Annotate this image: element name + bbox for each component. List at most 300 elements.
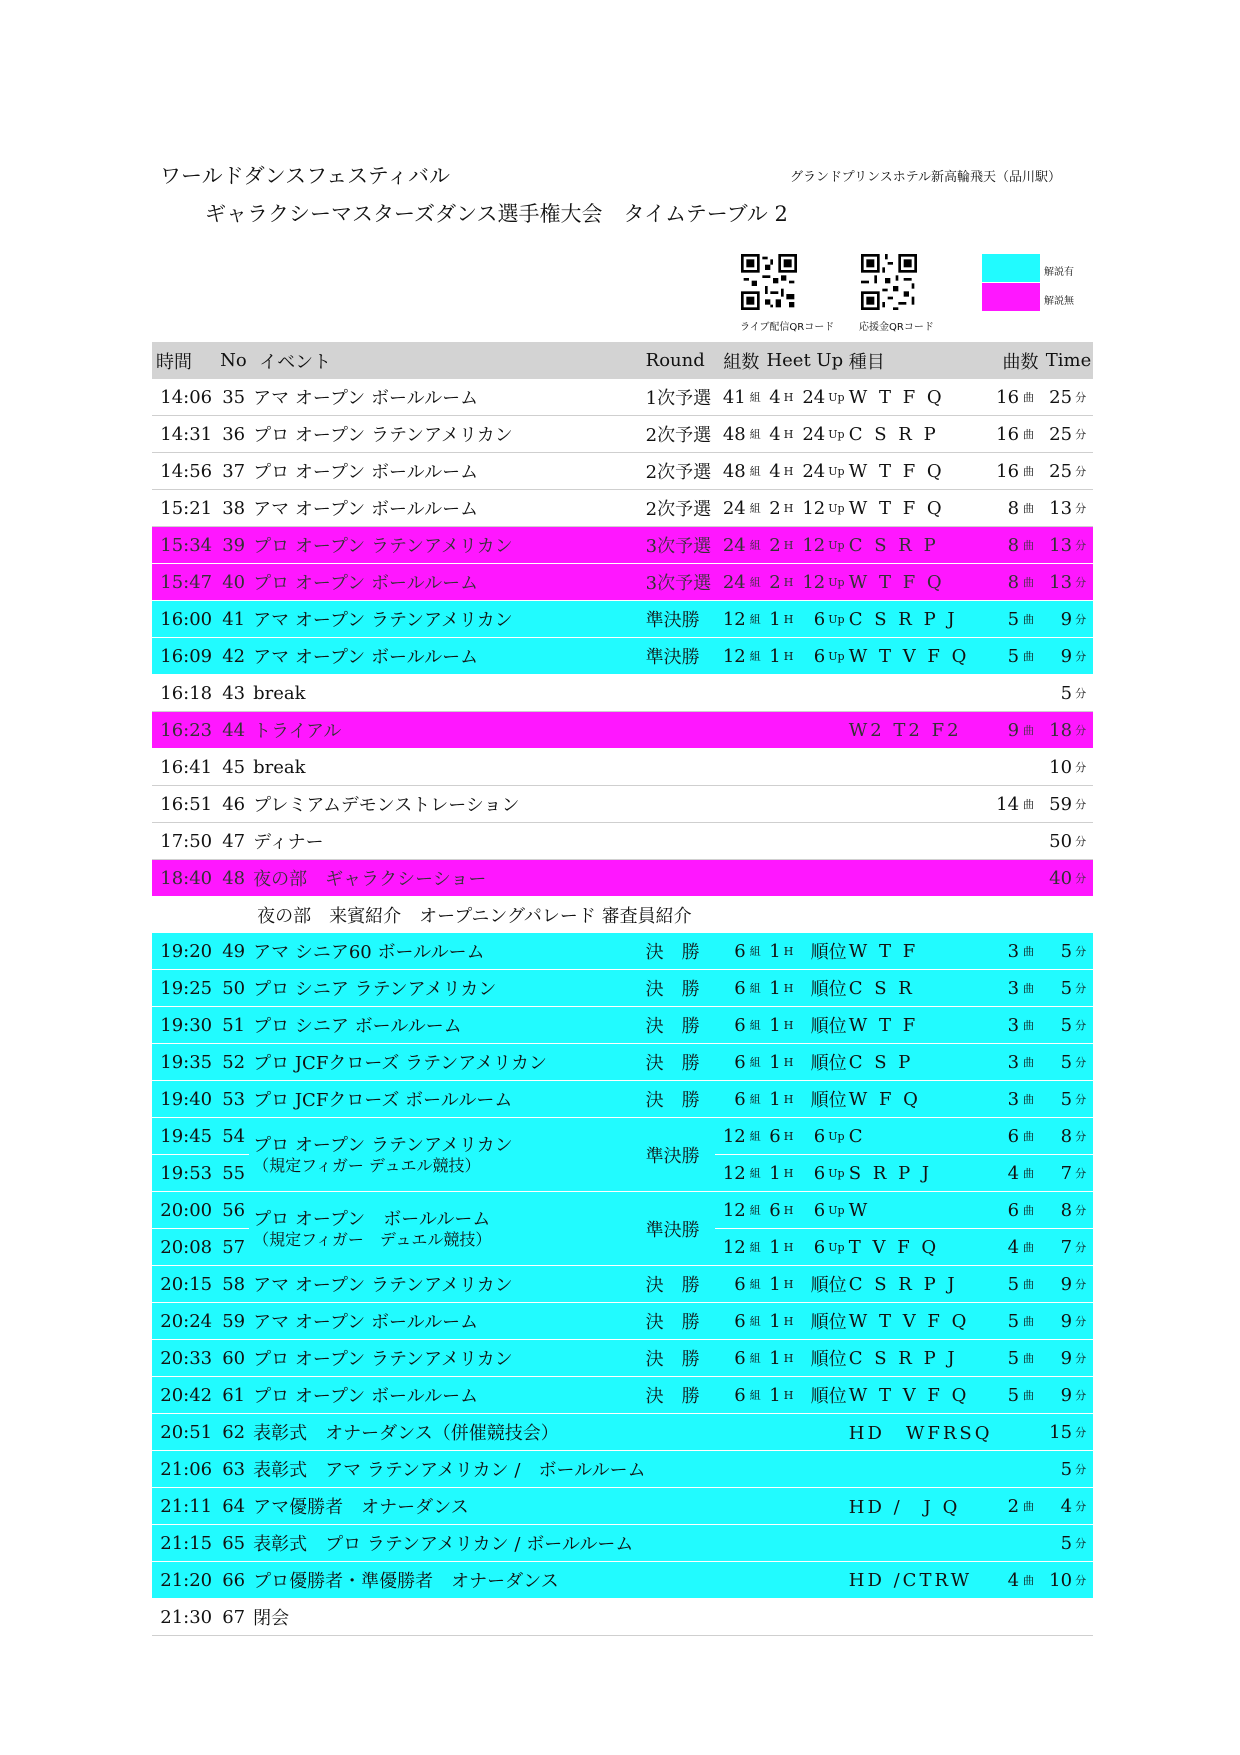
group-unit — [746, 823, 767, 860]
song-unit — [1019, 1525, 1044, 1562]
event-number: 51 — [220, 1007, 249, 1044]
group-unit: 組 — [746, 453, 767, 490]
song-count: 3 — [993, 1007, 1020, 1044]
heat-unit: H — [781, 1303, 799, 1340]
heat-unit — [781, 860, 799, 897]
dance-cell: C S R P J — [849, 1266, 993, 1303]
event-name: 表彰式 オナーダンス（併催競技会） — [249, 1414, 646, 1451]
heat-count: 2 — [766, 527, 780, 564]
minute-unit: 分 — [1072, 675, 1093, 712]
event-name: アマ オープン ラテンアメリカン — [249, 1266, 646, 1303]
song-count: 16 — [993, 453, 1020, 490]
song-count: 6 — [993, 1192, 1020, 1229]
round-cell: 決 勝 — [646, 1081, 716, 1118]
song-count — [993, 1525, 1020, 1562]
group-unit: 組 — [746, 1007, 767, 1044]
event-number: 62 — [220, 1414, 249, 1451]
heat-unit: H — [781, 490, 799, 527]
event-number: 40 — [220, 564, 249, 601]
song-unit: 曲 — [1019, 1118, 1044, 1155]
legend-cyan-swatch — [982, 254, 1040, 282]
heat-count: 1 — [766, 638, 780, 675]
minutes-count: 8 — [1044, 1192, 1072, 1229]
event-name: 表彰式 プロ ラテンアメリカン / ボールルーム — [249, 1525, 646, 1562]
group-unit: 組 — [746, 1155, 767, 1192]
minutes-count: 5 — [1044, 1007, 1072, 1044]
minutes-count: 25 — [1044, 416, 1072, 453]
minutes-count: 10 — [1044, 1562, 1072, 1599]
round-cell: 準決勝 — [646, 1192, 716, 1266]
group-unit: 組 — [746, 1229, 767, 1266]
group-count: 12 — [715, 601, 745, 638]
group-count: 6 — [715, 1007, 745, 1044]
minute-unit: 分 — [1072, 1340, 1093, 1377]
event-name: プロ オープン ボールルーム — [249, 1377, 646, 1414]
event-name: プロ オープン ラテンアメリカン — [249, 1340, 646, 1377]
minutes-count: 5 — [1044, 970, 1072, 1007]
minutes-count: 9 — [1044, 1266, 1072, 1303]
rank-cell: 順位 — [799, 933, 849, 970]
minutes-count: 7 — [1044, 1155, 1072, 1192]
song-unit: 曲 — [1019, 1081, 1044, 1118]
table-row — [152, 1266, 1093, 1303]
song-count: 8 — [993, 564, 1020, 601]
dance-cell — [849, 860, 993, 897]
event-name: プロ JCFクローズ ボールルーム — [249, 1081, 646, 1118]
event-number: 47 — [220, 823, 249, 860]
up-count: 6 — [799, 601, 826, 638]
song-count: 6 — [993, 1118, 1020, 1155]
rank-cell: 順位 — [799, 1266, 849, 1303]
col-dance-header: 種目 — [849, 342, 993, 379]
event-number: 39 — [220, 527, 249, 564]
round-cell: 1次予選 — [646, 379, 716, 416]
heat-count: 1 — [766, 601, 780, 638]
heat-unit: H — [781, 1044, 799, 1081]
table-row — [152, 1488, 1093, 1525]
dance-cell: W F Q — [849, 1081, 993, 1118]
dance-cell: HD / J Q — [849, 1488, 993, 1525]
up-count — [799, 1562, 826, 1599]
heat-count — [766, 1488, 780, 1525]
round-cell — [646, 749, 716, 786]
time-cell: 16:09 — [152, 638, 220, 675]
empty-cell — [220, 897, 249, 934]
up-count: 6 — [799, 638, 826, 675]
song-count — [993, 1451, 1020, 1488]
minutes-count: 4 — [1044, 1488, 1072, 1525]
minute-unit: 分 — [1072, 564, 1093, 601]
table-row — [152, 416, 1093, 453]
group-count: 12 — [715, 1192, 745, 1229]
round-cell: 3次予選 — [646, 564, 716, 601]
song-count: 5 — [993, 1340, 1020, 1377]
dance-cell: T V F Q — [849, 1229, 993, 1266]
event-number: 56 — [220, 1192, 249, 1229]
minute-unit: 分 — [1072, 1192, 1093, 1229]
minutes-count: 7 — [1044, 1229, 1072, 1266]
minute-unit: 分 — [1072, 823, 1093, 860]
heat-unit — [781, 1562, 799, 1599]
qr-live-label: ライブ配信QRコード — [740, 322, 835, 333]
time-cell: 21:15 — [152, 1525, 220, 1562]
event-name: アマ オープン ボールルーム — [249, 1303, 646, 1340]
minutes-count: 25 — [1044, 379, 1072, 416]
table-row — [152, 601, 1093, 638]
group-unit — [746, 675, 767, 712]
group-unit — [746, 749, 767, 786]
dance-cell: W T F — [849, 1007, 993, 1044]
song-count — [993, 860, 1020, 897]
song-count: 14 — [993, 786, 1020, 823]
dance-cell: C S R P J — [849, 1340, 993, 1377]
group-count — [715, 749, 745, 786]
event-title-line: プロ オープン ラテンアメリカン — [253, 1134, 513, 1156]
song-count: 5 — [993, 1377, 1020, 1414]
up-count: 6 — [799, 1155, 826, 1192]
table-row — [152, 1007, 1093, 1044]
empty-cell — [152, 897, 220, 934]
group-count — [715, 1562, 745, 1599]
minutes-count: 10 — [1044, 749, 1072, 786]
table-row — [152, 786, 1093, 823]
up-unit: Up — [825, 638, 849, 675]
song-unit: 曲 — [1019, 1155, 1044, 1192]
event-number: 37 — [220, 453, 249, 490]
up-count: 12 — [799, 527, 826, 564]
round-cell: 決 勝 — [646, 1303, 716, 1340]
event-subtitle-line: （規定フィガー デュエル競技） — [253, 1155, 481, 1175]
timetable — [152, 342, 1093, 1636]
time-cell: 20:42 — [152, 1377, 220, 1414]
up-count: 24 — [799, 416, 826, 453]
time-cell: 14:56 — [152, 453, 220, 490]
minute-unit: 分 — [1072, 527, 1093, 564]
group-count: 12 — [715, 1229, 745, 1266]
song-unit: 曲 — [1019, 933, 1044, 970]
round-cell: 準決勝 — [646, 601, 716, 638]
event-number: 35 — [220, 379, 249, 416]
group-count — [715, 823, 745, 860]
group-unit: 組 — [746, 416, 767, 453]
time-cell: 21:30 — [152, 1599, 220, 1636]
table-row — [152, 1414, 1093, 1451]
legend-magenta-swatch — [982, 283, 1040, 311]
time-cell: 14:31 — [152, 416, 220, 453]
table-row — [152, 1081, 1093, 1118]
dance-cell: W T F Q — [849, 453, 993, 490]
dance-cell: HD /CTRW — [849, 1562, 993, 1599]
rank-cell: 順位 — [799, 1007, 849, 1044]
group-count: 48 — [715, 453, 745, 490]
event-name — [249, 1118, 646, 1192]
minute-unit: 分 — [1072, 1451, 1093, 1488]
up-unit: Up — [825, 379, 849, 416]
heat-unit: H — [781, 527, 799, 564]
minutes-count: 50 — [1044, 823, 1072, 860]
heat-count: 1 — [766, 1266, 780, 1303]
up-count: 6 — [799, 1118, 826, 1155]
col-time-header: 時間 — [152, 342, 220, 379]
minutes-count: 5 — [1044, 1451, 1072, 1488]
time-cell: 18:40 — [152, 860, 220, 897]
heat-count: 2 — [766, 490, 780, 527]
minutes-count: 9 — [1044, 1377, 1072, 1414]
legend-cyan-label: 解説有 — [1044, 267, 1074, 278]
song-count: 4 — [993, 1155, 1020, 1192]
evening-program-note: 夜の部 来賓紹介 オープニングパレード 審査員紹介 — [257, 906, 692, 927]
up-unit — [825, 749, 849, 786]
dance-cell: C S R P — [849, 416, 993, 453]
event-name: 閉会 — [249, 1599, 646, 1636]
support-qr-code-icon[interactable] — [861, 254, 917, 310]
heat-count — [766, 749, 780, 786]
up-unit — [825, 712, 849, 749]
table-row — [152, 933, 1093, 970]
round-cell: 準決勝 — [646, 1118, 716, 1192]
minute-unit: 分 — [1072, 1525, 1093, 1562]
event-name: break — [249, 675, 646, 712]
up-unit — [825, 1414, 849, 1451]
round-cell — [646, 675, 716, 712]
round-cell — [646, 860, 716, 897]
group-count — [715, 712, 745, 749]
event-number: 61 — [220, 1377, 249, 1414]
minute-unit: 分 — [1072, 1155, 1093, 1192]
song-unit — [1019, 749, 1044, 786]
dance-cell: C S R P — [849, 527, 993, 564]
time-cell: 19:20 — [152, 933, 220, 970]
table-row — [152, 527, 1093, 564]
heat-count: 4 — [766, 416, 780, 453]
table-row — [152, 379, 1093, 416]
song-count — [993, 1414, 1020, 1451]
dance-cell: S R P J — [849, 1155, 993, 1192]
song-unit — [1019, 860, 1044, 897]
live-stream-qr-code-icon[interactable] — [741, 254, 797, 310]
group-count: 24 — [715, 527, 745, 564]
heat-count: 6 — [766, 1192, 780, 1229]
group-unit — [746, 1562, 767, 1599]
song-count: 4 — [993, 1562, 1020, 1599]
minute-unit: 分 — [1072, 1044, 1093, 1081]
time-cell: 21:20 — [152, 1562, 220, 1599]
minute-unit: 分 — [1072, 749, 1093, 786]
event-number: 38 — [220, 490, 249, 527]
col-no-header: No — [220, 342, 249, 379]
heat-unit: H — [781, 1118, 799, 1155]
minutes-count: 40 — [1044, 860, 1072, 897]
event-name: アマ オープン ボールルーム — [249, 490, 646, 527]
group-unit — [746, 786, 767, 823]
heat-unit — [781, 1451, 799, 1488]
table-row — [152, 675, 1093, 712]
minutes-count: 13 — [1044, 564, 1072, 601]
song-unit: 曲 — [1019, 1266, 1044, 1303]
dance-cell — [849, 675, 993, 712]
event-name: アマ オープン ボールルーム — [249, 379, 646, 416]
legend-magenta-label: 解説無 — [1044, 296, 1074, 307]
up-unit — [825, 1525, 849, 1562]
round-cell: 決 勝 — [646, 933, 716, 970]
minute-unit: 分 — [1072, 1266, 1093, 1303]
round-cell — [646, 1599, 716, 1636]
event-name: アマ優勝者 オナーダンス — [249, 1488, 646, 1525]
heat-unit — [781, 1414, 799, 1451]
group-count: 6 — [715, 1044, 745, 1081]
song-count: 9 — [993, 712, 1020, 749]
group-unit: 組 — [746, 1377, 767, 1414]
dance-cell: C — [849, 1118, 993, 1155]
minute-unit: 分 — [1072, 638, 1093, 675]
round-cell: 決 勝 — [646, 1007, 716, 1044]
heat-count — [766, 860, 780, 897]
table-row — [152, 1044, 1093, 1081]
group-unit: 組 — [746, 970, 767, 1007]
minutes-count: 25 — [1044, 453, 1072, 490]
group-count — [715, 1599, 745, 1636]
group-unit: 組 — [746, 490, 767, 527]
group-count — [715, 1488, 745, 1525]
song-unit: 曲 — [1019, 527, 1044, 564]
heat-unit: H — [781, 638, 799, 675]
round-cell — [646, 1562, 716, 1599]
group-count: 6 — [715, 933, 745, 970]
heat-count: 4 — [766, 453, 780, 490]
heat-count — [766, 823, 780, 860]
event-number: 66 — [220, 1562, 249, 1599]
dance-cell: W T F Q — [849, 379, 993, 416]
minutes-count: 9 — [1044, 1303, 1072, 1340]
event-name: プロ シニア ラテンアメリカン — [249, 970, 646, 1007]
dance-cell: W T V F Q — [849, 1303, 993, 1340]
time-cell: 19:40 — [152, 1081, 220, 1118]
time-cell: 16:41 — [152, 749, 220, 786]
table-row — [152, 860, 1093, 897]
up-unit — [825, 675, 849, 712]
heat-unit: H — [781, 1155, 799, 1192]
up-count: 12 — [799, 490, 826, 527]
group-unit: 組 — [746, 933, 767, 970]
event-number: 48 — [220, 860, 249, 897]
heat-count — [766, 1414, 780, 1451]
up-count — [799, 786, 826, 823]
table-row — [152, 1451, 1093, 1488]
time-cell: 21:06 — [152, 1451, 220, 1488]
heat-unit: H — [781, 379, 799, 416]
event-number: 45 — [220, 749, 249, 786]
up-unit — [825, 1488, 849, 1525]
heat-count — [766, 1599, 780, 1636]
heat-count: 1 — [766, 1155, 780, 1192]
song-count: 3 — [993, 1081, 1020, 1118]
group-count — [715, 1525, 745, 1562]
up-unit: Up — [825, 1118, 849, 1155]
event-number: 65 — [220, 1525, 249, 1562]
group-unit: 組 — [746, 1044, 767, 1081]
heat-unit: H — [781, 453, 799, 490]
dance-cell — [849, 786, 993, 823]
event-number: 53 — [220, 1081, 249, 1118]
up-unit: Up — [825, 416, 849, 453]
up-unit: Up — [825, 490, 849, 527]
time-cell: 19:30 — [152, 1007, 220, 1044]
heat-unit — [781, 786, 799, 823]
heat-count — [766, 1525, 780, 1562]
song-unit: 曲 — [1019, 379, 1044, 416]
event-number: 55 — [220, 1155, 249, 1192]
heat-unit: H — [781, 601, 799, 638]
group-unit — [746, 1525, 767, 1562]
event-name: アマ シニア60 ボールルーム — [249, 933, 646, 970]
song-unit: 曲 — [1019, 970, 1044, 1007]
minutes-count: 13 — [1044, 490, 1072, 527]
up-count — [799, 1525, 826, 1562]
rank-cell: 順位 — [799, 1377, 849, 1414]
table-row — [152, 490, 1093, 527]
event-name: プロ優勝者・準優勝者 オナーダンス — [249, 1562, 646, 1599]
up-count: 6 — [799, 1229, 826, 1266]
heat-count: 1 — [766, 1044, 780, 1081]
up-unit: Up — [825, 1229, 849, 1266]
event-number: 46 — [220, 786, 249, 823]
col-heet-up-header: Heet Up — [766, 342, 848, 379]
round-cell: 決 勝 — [646, 970, 716, 1007]
event-number: 64 — [220, 1488, 249, 1525]
heat-unit: H — [781, 1007, 799, 1044]
up-count — [799, 712, 826, 749]
time-cell: 16:00 — [152, 601, 220, 638]
event-name — [249, 1192, 646, 1266]
rank-cell: 順位 — [799, 1303, 849, 1340]
time-cell: 21:11 — [152, 1488, 220, 1525]
up-unit — [825, 1562, 849, 1599]
minutes-count: 15 — [1044, 1414, 1072, 1451]
up-unit: Up — [825, 601, 849, 638]
minutes-count: 9 — [1044, 1340, 1072, 1377]
group-unit: 組 — [746, 638, 767, 675]
up-unit — [825, 786, 849, 823]
event-name: 表彰式 アマ ラテンアメリカン / ボールルーム — [249, 1451, 646, 1488]
heat-count: 1 — [766, 933, 780, 970]
heat-count: 1 — [766, 1229, 780, 1266]
song-unit: 曲 — [1019, 1488, 1044, 1525]
minutes-count: 13 — [1044, 527, 1072, 564]
minute-unit: 分 — [1072, 860, 1093, 897]
table-row — [152, 1599, 1093, 1636]
song-count: 16 — [993, 379, 1020, 416]
song-count: 3 — [993, 933, 1020, 970]
dance-cell: C S P — [849, 1044, 993, 1081]
event-name: プレミアムデモンストレーション — [249, 786, 646, 823]
dance-cell — [849, 1525, 993, 1562]
heat-unit: H — [781, 1377, 799, 1414]
dance-cell — [849, 1451, 993, 1488]
time-cell: 20:24 — [152, 1303, 220, 1340]
up-unit — [825, 860, 849, 897]
up-unit: Up — [825, 527, 849, 564]
minute-unit: 分 — [1072, 490, 1093, 527]
up-count — [799, 1488, 826, 1525]
dance-cell — [849, 1599, 993, 1636]
up-unit — [825, 1451, 849, 1488]
event-name: プロ オープン ラテンアメリカン — [249, 416, 646, 453]
time-cell: 17:50 — [152, 823, 220, 860]
round-cell: 3次予選 — [646, 527, 716, 564]
event-name: プロ オープン ボールルーム — [249, 564, 646, 601]
song-unit: 曲 — [1019, 1192, 1044, 1229]
group-unit: 組 — [746, 1192, 767, 1229]
